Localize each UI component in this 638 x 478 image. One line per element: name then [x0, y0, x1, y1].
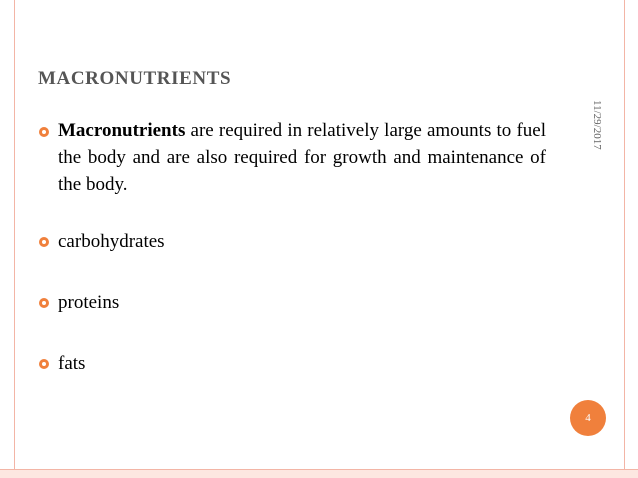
- slide-title: MACRONUTRIENTS: [38, 68, 232, 89]
- bullet-item-carbohydrates: carbohydrates: [58, 231, 165, 252]
- bottom-band: [0, 470, 638, 478]
- left-border-line: [14, 0, 15, 478]
- bullet-item-fats: fats: [58, 353, 86, 374]
- bullet-item-macronutrients: [58, 117, 546, 198]
- bullet-bold-lead: Macronutrients: [58, 120, 186, 141]
- right-border-line: [624, 0, 625, 478]
- bullet-item-proteins: proteins: [58, 292, 120, 313]
- bullet-icon: [39, 359, 49, 369]
- bullet-icon: [39, 237, 49, 247]
- bullet-item-text: are required in relatively large amounts to fuel the body and are also required for growth and maintenance of the body.: [58, 120, 546, 195]
- bullet-icon: [39, 127, 49, 137]
- page-number-badge: 4: [570, 400, 606, 436]
- bullet-icon: [39, 298, 49, 308]
- slide-date: 11/29/2017: [591, 100, 603, 150]
